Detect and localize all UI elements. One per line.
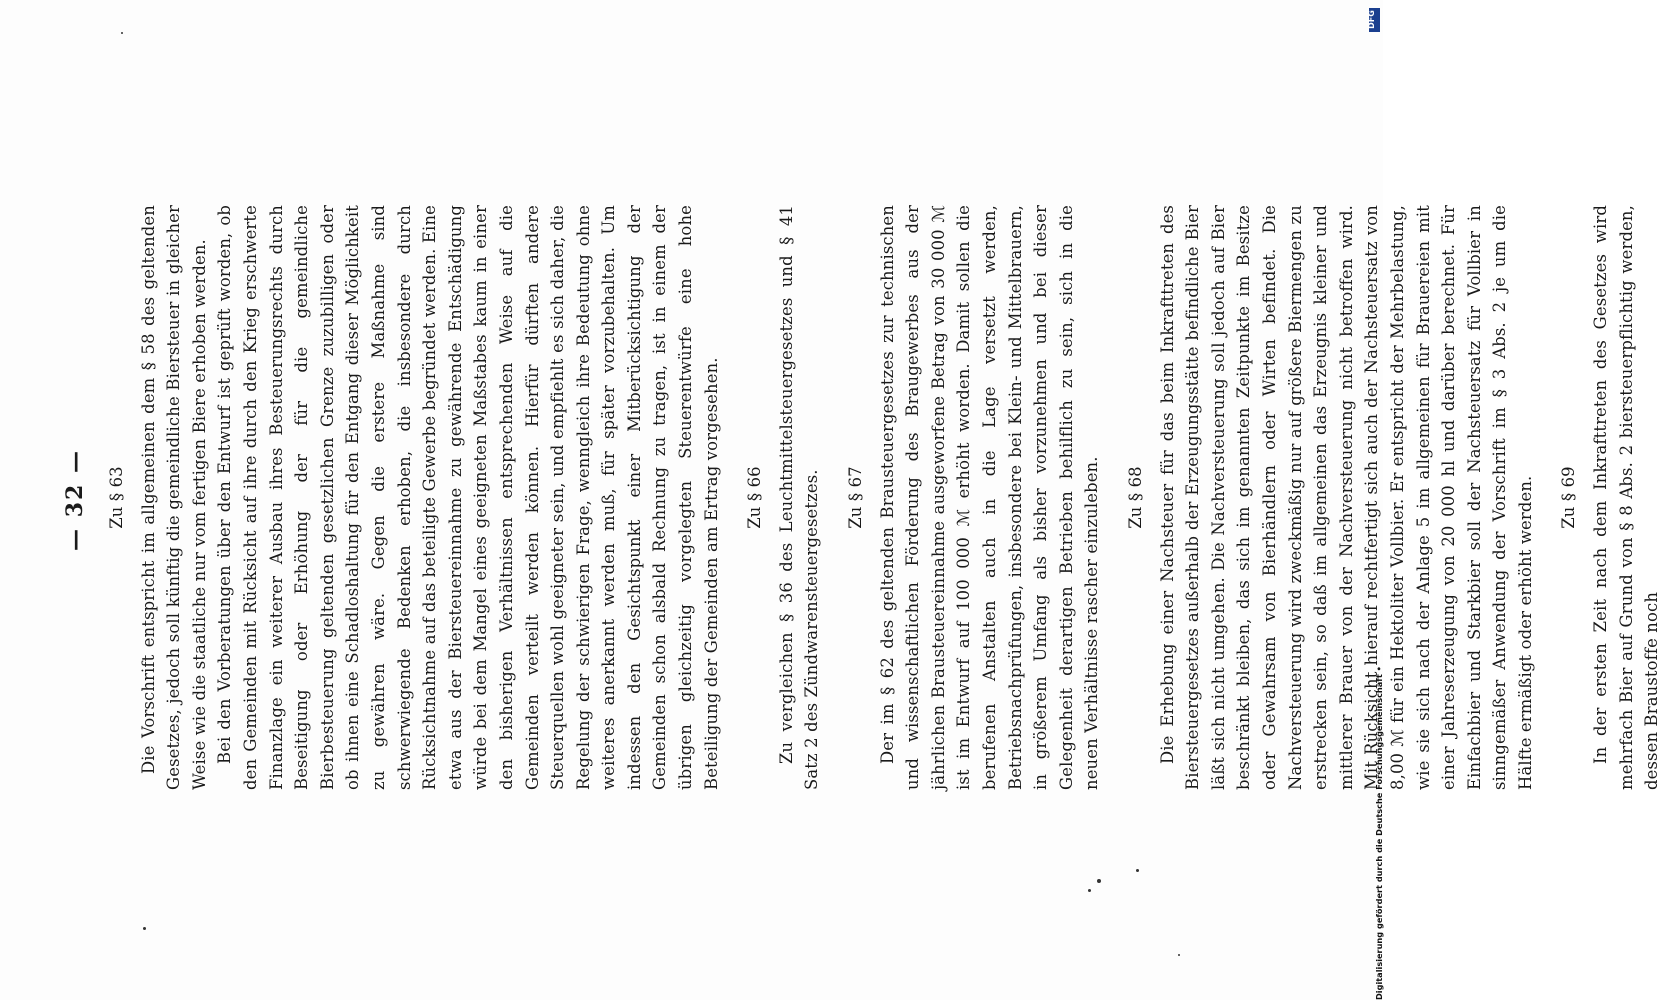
- scan-speck: [1178, 954, 1180, 956]
- page-number: — 32 —: [62, 449, 88, 551]
- paragraph-66-1: Zu vergleichen § 36 des Leuchtmittelsteuergesetzes und § 41 Satz 2 des Zündwarensteuergesetzes.: [776, 205, 822, 790]
- section-heading-63: Zu § 63: [107, 466, 126, 529]
- paragraph-67-1: Der im § 62 des geltenden Brausteuergesetzes zur technischen und wissenschaftlichen Förderung des Braugewerbes aus der jährlichen Brausteuereinnahme ausgeworfene Betrag von 30 000 ℳ ist im Entwurf auf 100 000 ℳ erhöht worden. Damit sollen die berufenen Anstalten auch in die Lage versetzt werden, Betriebsnachprüfungen, insbesondere bei Klein- und Mittelbrauern, in größerem Umfang als bisher vorzunehmen und bei dieser Gelegenheit derartigen Betrieben behilflich zu sein, sich in die neuen Verhältnisse rascher einzuleben.: [877, 205, 1102, 790]
- section-heading-67: Zu § 67: [846, 466, 866, 529]
- paragraph-63-2: Bei den Vorberatungen über den Entwurf ist geprüft worden, ob den Gemeinden mit Rücksicht auf ihre durch den Krieg erschwerte Finanzlage ein weiterer Ausbau ihres Besteuerungsrechts durch Beseitigung oder Erhöhung der für die gemeindliche Bierbesteuerung geltenden gesetzlichen Grenze zuzubilligen oder ob ihnen eine Schadloshaltung für den Entgang dieser Möglichkeit zu gewähren wäre. Gegen die erstere Maßnahme sind schwerwiegende Bedenken erhoben, die insbesondere durch Rücksichtnahme auf das beteiligte Gewerbe begründet werden. Eine etwa aus der Biersteuereinnahme zu gewährende Entschädigung würde bei dem Mangel eines geeigneten Maßstabes kaum in einer den bisherigen Verhältnissen entsprechenden Weise auf die Gemeinden verteilt werden können. Hierfür dürften andere Steuerquellen wohl geeigneter sein, und empfiehlt es sich daher, die Regelung der schwierigen Frage, wenngleich ihre Bedeutung ohne weiteres anerkannt werden muß, für später vorzubehalten. Um indessen den Gesichtspunkt einer Mitberücksichtigung der Gemeinden schon alsbald Rechnung zu tragen, ist in einem der übrigen gleichzeitig vorgelegten Steuerentwürfe eine hohe Beteiligung der Gemeinden am Ertrag vorgesehen.: [215, 205, 721, 790]
- scan-speck: [143, 927, 146, 930]
- scan-speck: [1088, 889, 1091, 892]
- text-column: [100, 205, 1665, 790]
- section-heading-69: Zu § 69: [1559, 466, 1579, 529]
- digitization-note: Digitalisierung gefördert durch die Deutsche Forschungsgemeinschaft •: [1374, 666, 1384, 1000]
- dfg-logo: DFG: [1369, 8, 1380, 32]
- scan-speck: [1097, 879, 1101, 883]
- scan-speck: [1136, 869, 1139, 872]
- paragraph-63-1: Die Vorschrift entspricht im allgemeinen dem § 58 des geltenden Gesetzes, jedoch soll künftig die gemeindliche Biersteuer in gleicher Weise wie die staatliche nur vom fertigen Biere erhoben werden.: [138, 205, 209, 790]
- paragraph-68-1: Die Erhebung einer Nachsteuer für das beim Inkrafttreten des Biersteuergesetzes außerhalb der Erzeugungsstätte befindliche Bier läßt sich nicht umgehen. Die Nachversteuerung soll jedoch auf Bier beschränkt bleiben, das sich im genannten Zeitpunkte im Besitze oder Gewahrsam von Bierhändlern oder Wirten befindet. Die Nachversteuerung wird zweckmäßig nur auf größere Biermengen zu erstrecken sein, so daß im allgemeinen das Erzeugnis kleiner und mittlerer Brauer von der Nachversteuerung nicht betroffen wird. Mit Rücksicht hierauf rechtfertigt sich auch der Nachsteuersatz von 8,00 ℳ für ein Hektoliter Vollbier. Er entspricht der Mehrbelastung, wie sie sich nach der Anlage 5 im allgemeinen für Brauereien mit einer Jahreserzeugung von 20 000 hl und darüber berechnet. Für Einfachbier und Starkbier soll der Nachsteuersatz für Vollbier in sinngemäßer Anwendung der Vorschrift im § 3 Abs. 2 je um die Hälfte ermäßigt oder erhöht werden.: [1157, 205, 1535, 790]
- section-heading-68: Zu § 68: [1125, 466, 1145, 529]
- section-heading-66: Zu § 66: [745, 466, 765, 529]
- paragraph-69-1: In der ersten Zeit nach dem Inkrafttreten des Gesetzes wird mehrfach Bier auf Grund von § 8 Abs. 2 biersteuerpflichtig werden, dessen Braustoffe noch: [1591, 205, 1662, 790]
- scan-speck: [121, 32, 123, 34]
